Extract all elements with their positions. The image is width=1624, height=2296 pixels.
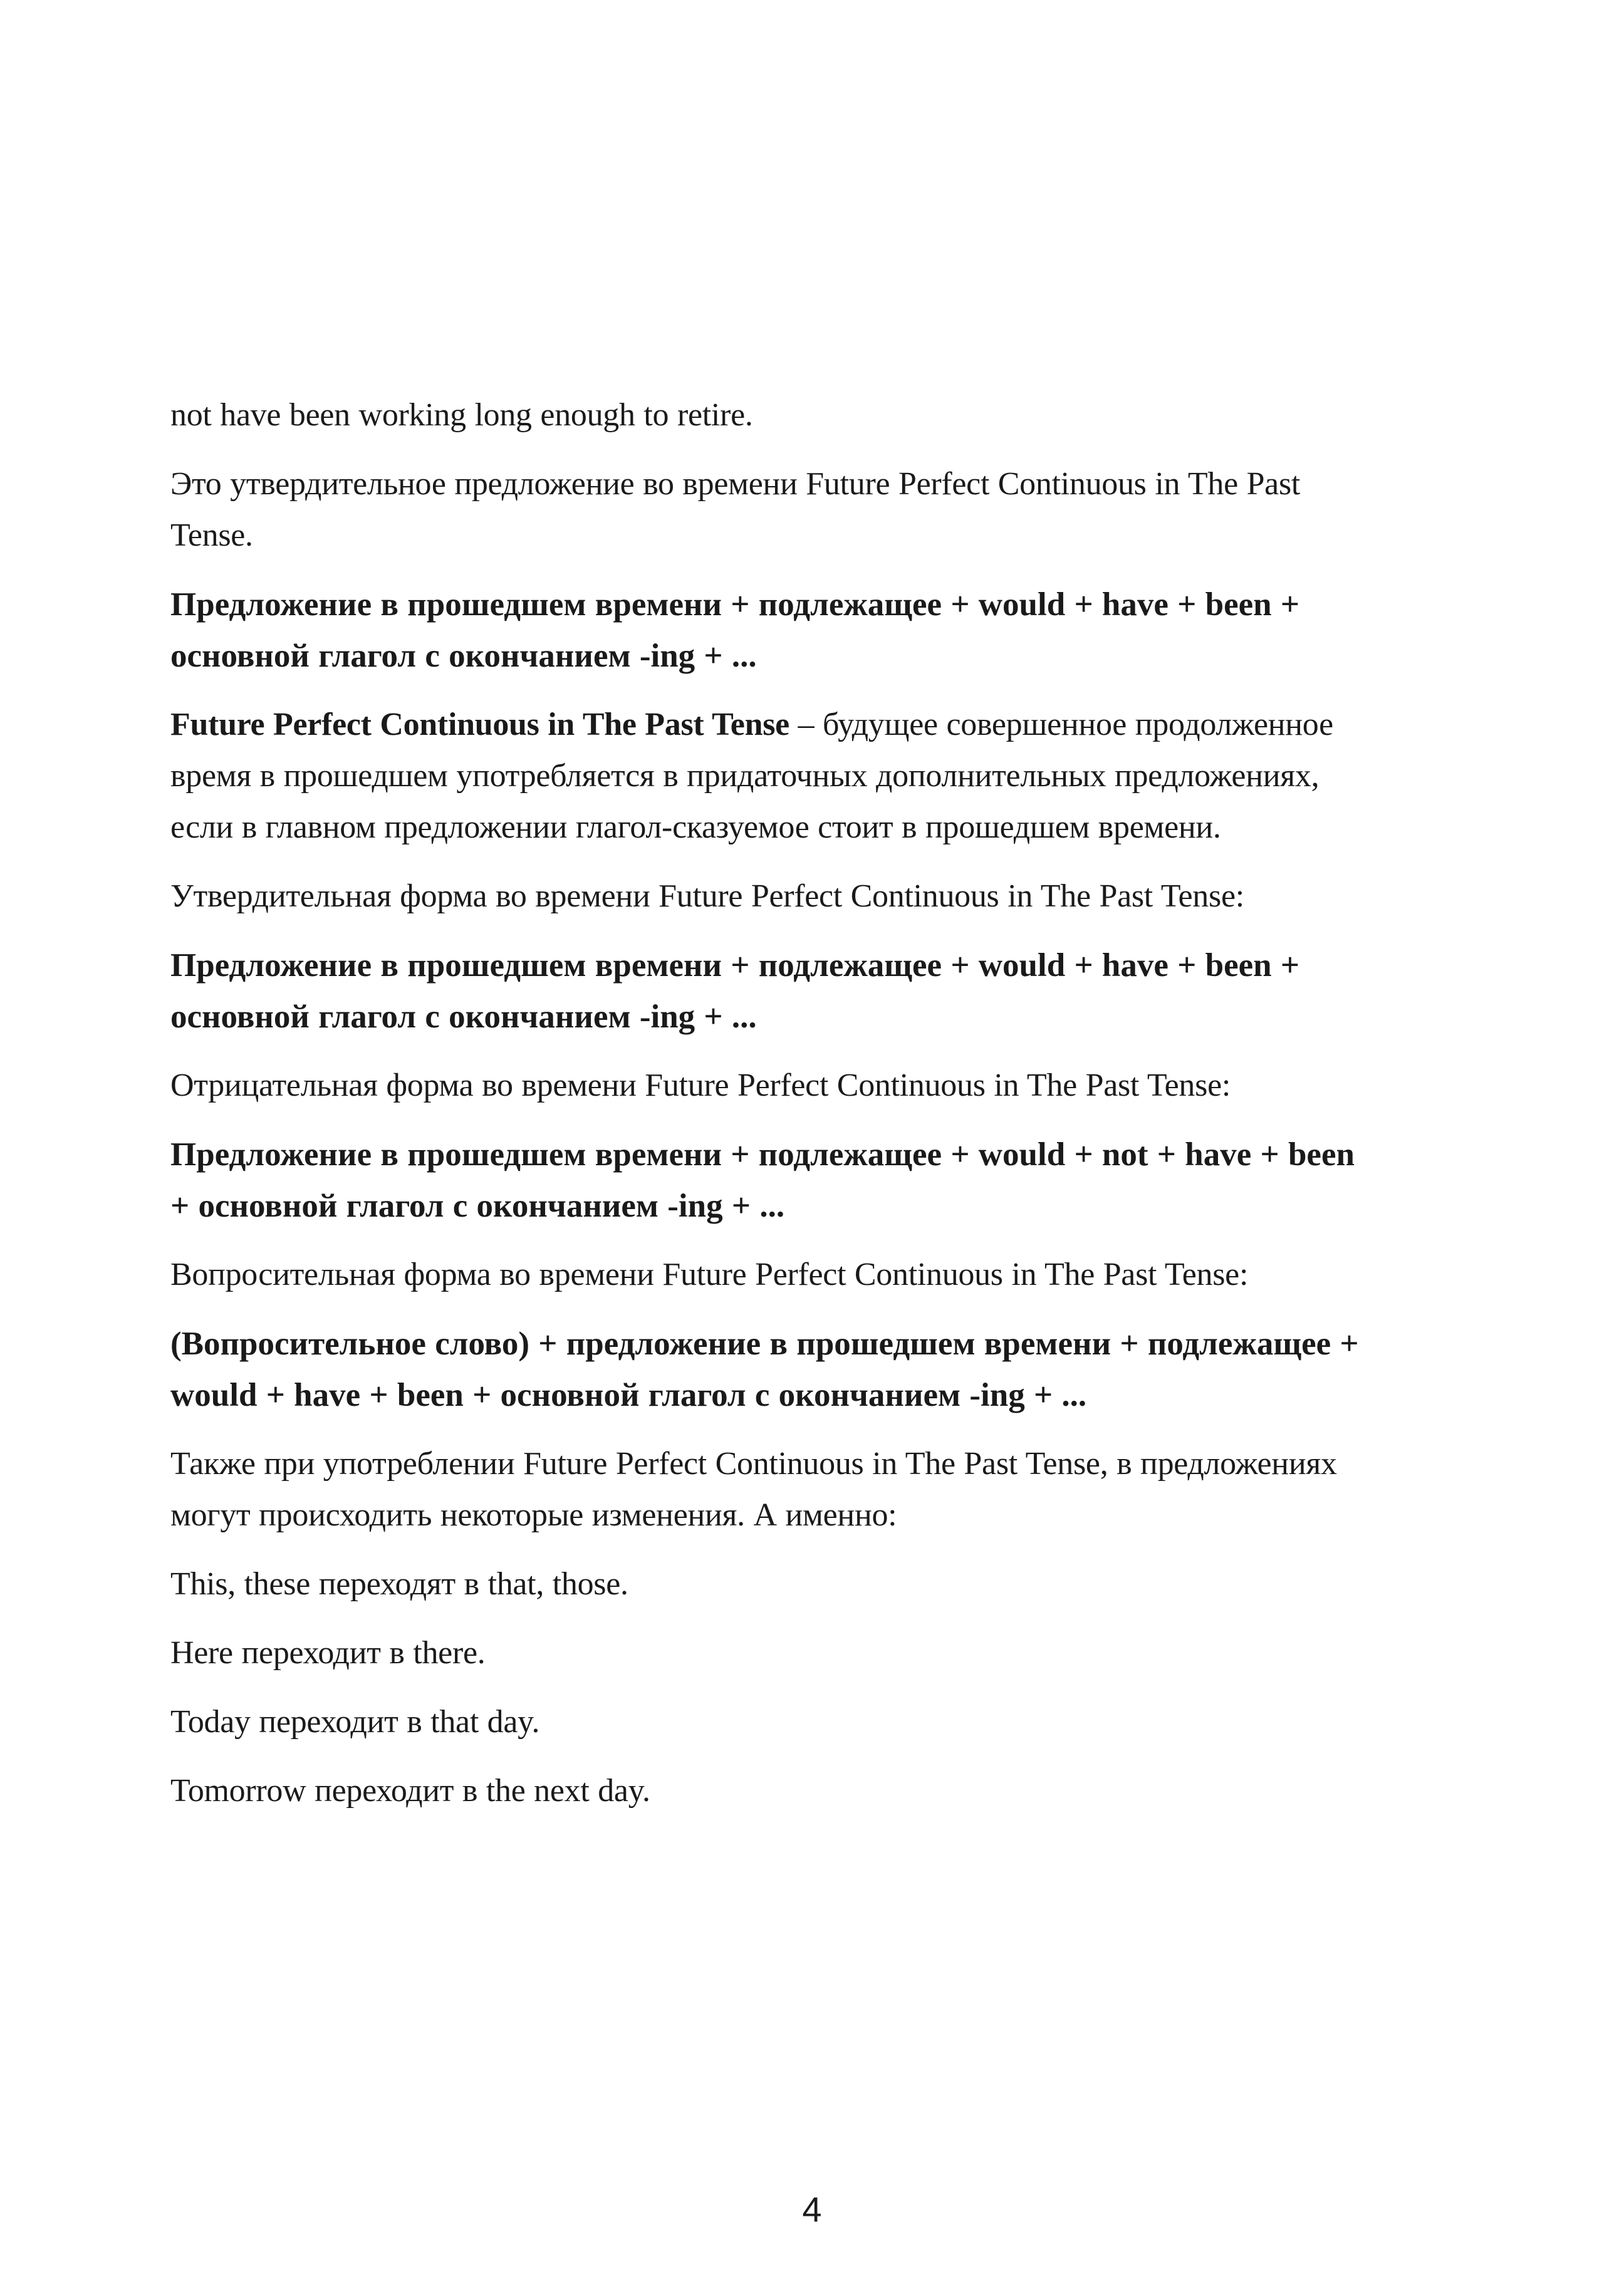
formula-affirmative-1: Предложение в прошедшем времени + подлежащее + would + have + been + основной глагол с окончанием -ing + ... — [170, 586, 1300, 674]
heading-negative-form: Отрицательная форма во времени Future Perfect Continuous in The Past Tense: — [170, 1067, 1231, 1103]
formula-affirmative-2: Предложение в прошедшем времени + подлежащее + would + have + been + основной глагол с окончанием -ing + ... — [170, 947, 1300, 1035]
paragraph-continuation: not have been working long enough to retire. — [170, 397, 753, 433]
page-body — [170, 390, 1361, 1834]
definition-text: – будущее совершенное продолженное время в прошедшем употребляется в придаточных дополнительных предложениях, если в главном предложении глагол-сказуемое стоит в прошедшем времени. — [170, 707, 1333, 845]
change-this-these: This, these переходят в that, those. — [170, 1566, 628, 1602]
heading-affirmative-form: Утвердительная форма во времени Future Perfect Continuous in The Past Tense: — [170, 878, 1244, 914]
paragraph-changes-intro: Также при употреблении Future Perfect Continuous in The Past Tense, в предложениях могут происходить некоторые изменения. А именно: — [170, 1446, 1337, 1533]
change-today: Today переходит в that day. — [170, 1704, 540, 1740]
definition-term: Future Perfect Continuous in The Past Tense — [170, 707, 789, 742]
paragraph-definition — [170, 699, 1361, 853]
change-tomorrow: Tomorrow переходит в the next day. — [170, 1773, 650, 1809]
heading-interrogative-form: Вопросительная форма во времени Future Perfect Continuous in The Past Tense: — [170, 1257, 1249, 1292]
paragraph-affirmative-note: Это утвердительное предложение во времени Future Perfect Continuous in The Past Tense. — [170, 466, 1301, 553]
change-here: Here переходит в there. — [170, 1635, 486, 1671]
formula-negative: Предложение в прошедшем времени + подлежащее + would + not + have + been + основной глагол с окончанием -ing + ... — [170, 1136, 1355, 1224]
page-number: 4 — [802, 2190, 822, 2229]
formula-interrogative: (Вопросительное слово) + предложение в прошедшем времени + подлежащее + would + have + been + основной глагол с окончанием -ing + ... — [170, 1326, 1359, 1413]
